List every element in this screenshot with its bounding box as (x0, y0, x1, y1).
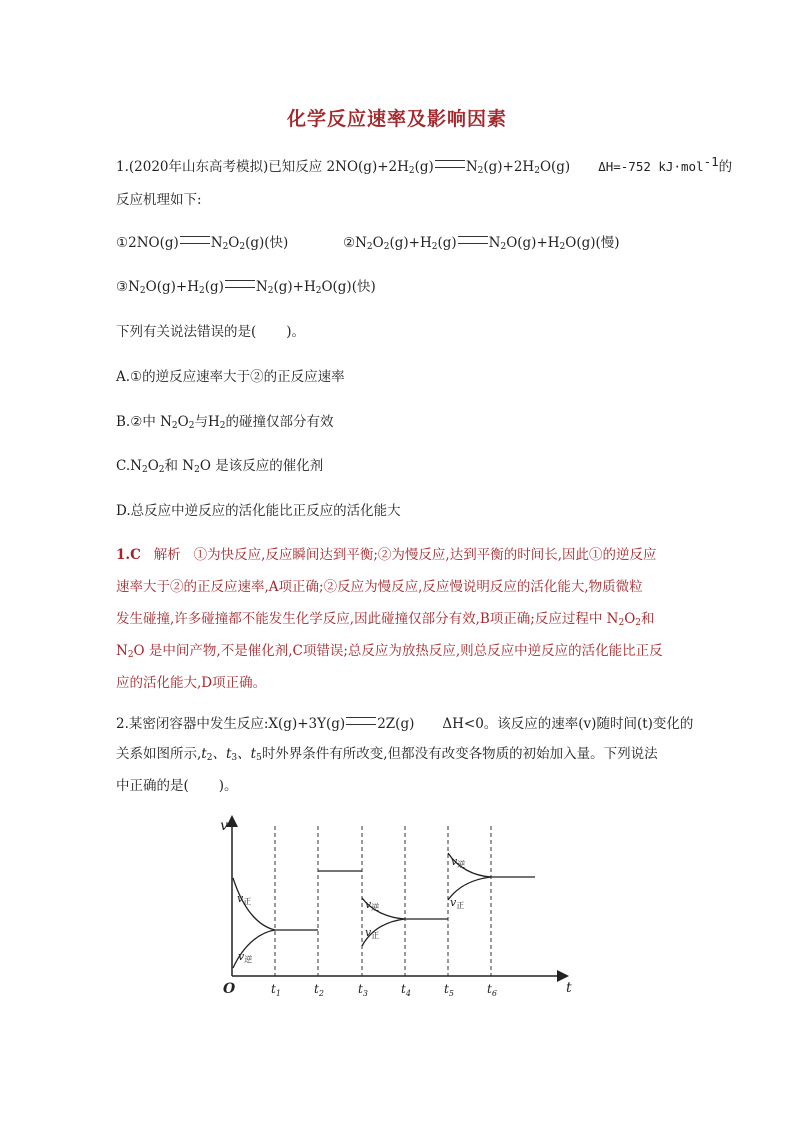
a1-line-2: 速率大于②的正反应速率,A项正确;②反应为慢反应,反应慢说明反应的活化能大,物质微粒 (116, 579, 643, 595)
curve-label-v-ni-5: v逆 (451, 855, 466, 869)
q1-mechanism-2: $②N_2O_2(g)+H_2(g)$ $N_2O(g)+H_2O(g)$(慢) (343, 235, 620, 252)
curve-label-v-ni-1: v逆 (238, 950, 253, 964)
y-axis-label: v (220, 818, 228, 834)
a1-line-5: 应的活化能大,D项正确。 (116, 675, 267, 691)
a1-line-4: $N_2O$ 是中间产物,不是催化剂,C项错误;总反应为放热反应,则总反应中逆反应的活化能比正反 (116, 643, 663, 660)
q2-line-1: 2.某密闭容器中发生反应:X(g)+3Y(g) 2Z(g) ΔH<0。该反应的速率(v)随时间(t)变化的 (116, 716, 694, 732)
q1-line-2: 反应机理如下: (116, 192, 202, 208)
tick-label-4: $t_4$ (401, 982, 411, 998)
tick-label-1: $t_1$ (271, 982, 281, 998)
origin-label: O (223, 981, 236, 997)
q1-option-a: A.①的逆反应速率大于②的正反应速率 (116, 369, 345, 385)
q1-option-d: D.总反应中逆反应的活化能比正反应的活化能大 (116, 503, 401, 519)
q1-option-b: B.②中 $N_2O_2$与$H_2$的碰撞仅部分有效 (116, 414, 334, 431)
q2-line-2: 关系如图所示$,t_2$、$t_3$、$t_5$时外界条件有所改变,但都没有改变各物质的初始加入量。下列说法 (116, 746, 658, 763)
q1-line-1: 1.(2020年山东高考模拟)已知反应 $2NO(g)+2H_2(g)$ $N_2(g)+2H_2O(g)$ ΔH=-752 kJ·mol$^{-1}$的 (116, 154, 733, 176)
q1-stem: 下列有关说法错误的是( )。 (116, 324, 306, 340)
tick-label-5: $t_5$ (444, 982, 454, 998)
equilibrium-arrow-icon (435, 160, 465, 168)
tick-label-6: $t_6$ (487, 982, 497, 998)
equilibrium-arrow-icon (346, 717, 376, 725)
curve-label-v-ni-3: v逆 (365, 898, 380, 912)
a1-line-1: 1.C 解析 ①为快反应,反应瞬间达到平衡;②为慢反应,达到平衡的时间长,因此①的逆反应 (116, 547, 657, 563)
page-title: 化学反应速率及影响因素 (286, 108, 507, 130)
rate-time-chart (0, 810, 794, 1030)
x-axis-label: t (566, 980, 572, 996)
q1-mechanism-3: $③N_2O(g)+H_2(g)$ $N_2(g)+H_2O(g)$(快) (116, 279, 376, 296)
equilibrium-arrow-icon (458, 236, 488, 244)
a1-line-3: 发生碰撞,许多碰撞都不能发生化学反应,因此碰撞仅部分有效,B项正确;反应过程中 $N_2O_2$和 (116, 611, 655, 628)
curve-label-v-zheng-3: v正 (365, 926, 380, 940)
curve-label-v-zheng-5: v正 (450, 896, 465, 910)
equilibrium-arrow-icon (225, 280, 255, 288)
equilibrium-arrow-icon (180, 236, 210, 244)
q1-option-c: $C.N_2O_2$和 $N_2O$ 是该反应的催化剂 (116, 458, 324, 475)
q2-line-3: 中正确的是( )。 (116, 778, 238, 794)
tick-label-3: $t_3$ (358, 982, 368, 998)
tick-label-2: $t_2$ (314, 982, 324, 998)
curve-label-v-zheng-1: v正 (237, 892, 252, 906)
q1-mechanism-1: ①2NO(g) $N_2O_2(g)$(快) (116, 235, 289, 252)
